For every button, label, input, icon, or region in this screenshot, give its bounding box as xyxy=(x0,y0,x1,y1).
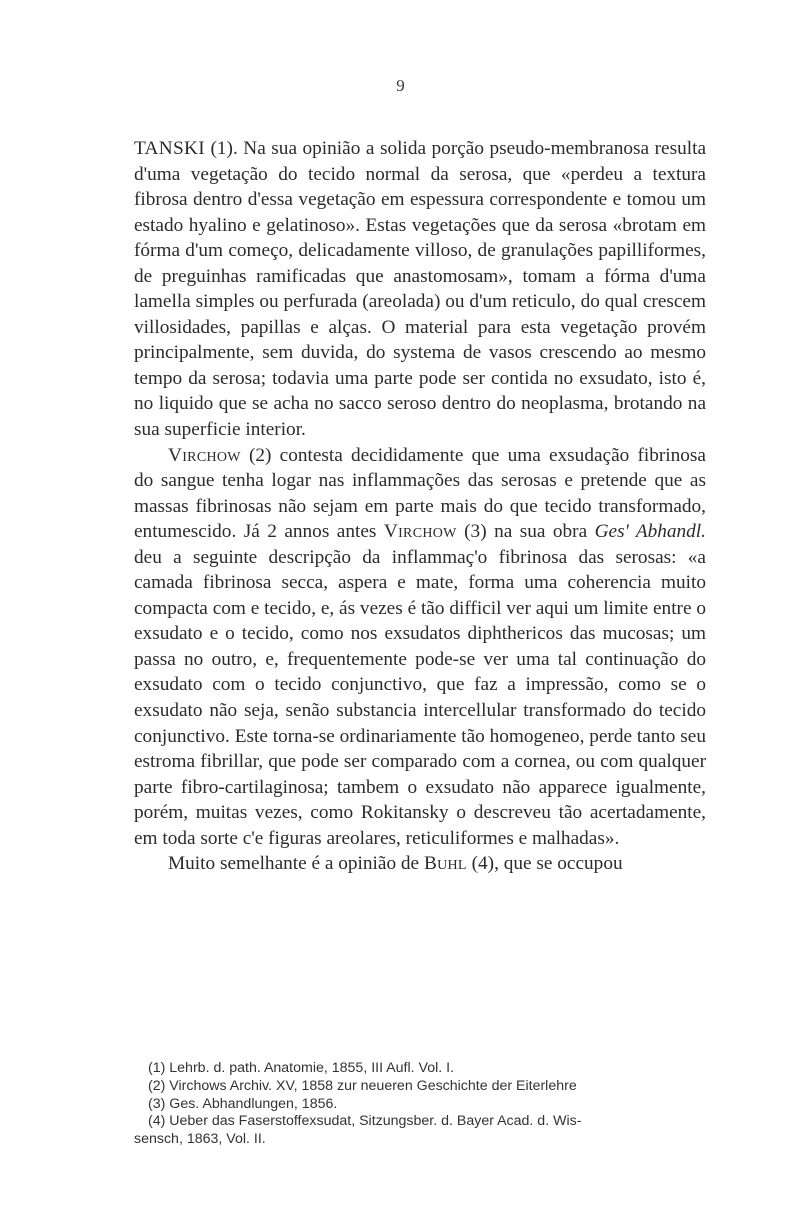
footnote-4: (4) Ueber das Faserstoffexsudat, Sitzungsber. d. Bayer Acad. d. Wis- xyxy=(148,1113,582,1130)
body-text xyxy=(134,136,706,877)
work-title: Ges' Abhandl. xyxy=(594,521,706,543)
author-name-virchow-2: Virchow xyxy=(383,521,457,543)
author-name-tanski: TANSKI xyxy=(134,138,205,159)
paragraph-2-text-3: deu a seguinte descripção da inflammaç'o fibrinosa das serosas: «a camada fibrinosa secca, aspera e mate, forma uma coherencia muito compacta com e tecido, e, ás vezes é tão difficil ver aqui um limite entre o exsudato e o tecido, como nos exsudatos diphthericos das mucosas; um passa no outro, e, frequentemente pode-se ver uma tal continuação do exsudato com o tecido conjunctivo, que faz a impressão, como se o exsudato não seja, senão substancia intercellular transformado do tecido conjunctivo. Este torna-se ordinariamente tão homogeneo, perde tanto seu estroma fibrillar, que pode ser comparado com a cornea, ou com qualquer parte fibro-cartilaginosa; tambem o exsudato não apparece igualmente, porém, muitas vezes, como Rokitansky o descreveu tão acertadamente, em toda sorte c'e figuras areolares, reticuliformes e malhadas». xyxy=(134,546,706,849)
paragraph-1-text: (1). Na sua opinião a solida porção pseudo-membranosa resulta d'uma vegetação do tecido normal da serosa, que «perdeu a textura fibrosa dentro d'essa vegetação em espessura correspondente e tomou um estado hyalino e gelatinoso». Estas vegetações que da serosa «brotam em fórma d'um começo, delicadamente villoso, de granulações papilliformes, de preguinhas ramificadas que anastomosam», tomam a fórma d'uma lamella simples ou perfurada (areolada) ou d'um reticulo, do qual crescem villosidades, papillas e alças. O material para esta vegetação provém principalmente, sem duvida, do systema de vasos crescendo ao mesmo tempo da serosa; todavia uma parte pode ser contida no exsudato, isto é, no liquido que se acha no sacco seroso dentro do neoplasma, brotando na sua superficie interior. xyxy=(134,138,706,441)
footnote-4-continued: sensch, 1863, Vol. II. xyxy=(134,1131,266,1148)
author-name-virchow: Virchow xyxy=(168,444,241,466)
paragraph-2-text-2: (3) na sua obra xyxy=(456,521,595,543)
paragraph-3-text-1: Muito semelhante é a opinião de xyxy=(168,853,424,875)
page-number: 9 xyxy=(396,76,405,95)
footnotes xyxy=(134,1060,706,1149)
paragraph-1 xyxy=(134,136,706,443)
footnote-3: (3) Ges. Abhandlungen, 1856. xyxy=(148,1095,338,1112)
paragraph-3-text-2: (4), que se occupou xyxy=(466,853,623,875)
author-name-buhl: Buhl xyxy=(423,853,467,875)
paragraph-3 xyxy=(134,851,706,877)
paragraph-2-text-1: (2) contesta decididamente que uma exsudação fibrinosa do sangue tenha logar nas inflammações das serosas e pretende que as massas fibrinosas não sejam em parte mais do que tecido transformado, entumescido. Já 2 annos antes xyxy=(134,444,706,543)
paragraph-2 xyxy=(134,443,706,852)
footnote-2: (2) Virchows Archiv. XV, 1858 zur neueren Geschichte der Eiterlehre xyxy=(148,1077,577,1094)
footnote-1: (1) Lehrb. d. path. Anatomie, 1855, III Aufl. Vol. I. xyxy=(148,1060,455,1076)
